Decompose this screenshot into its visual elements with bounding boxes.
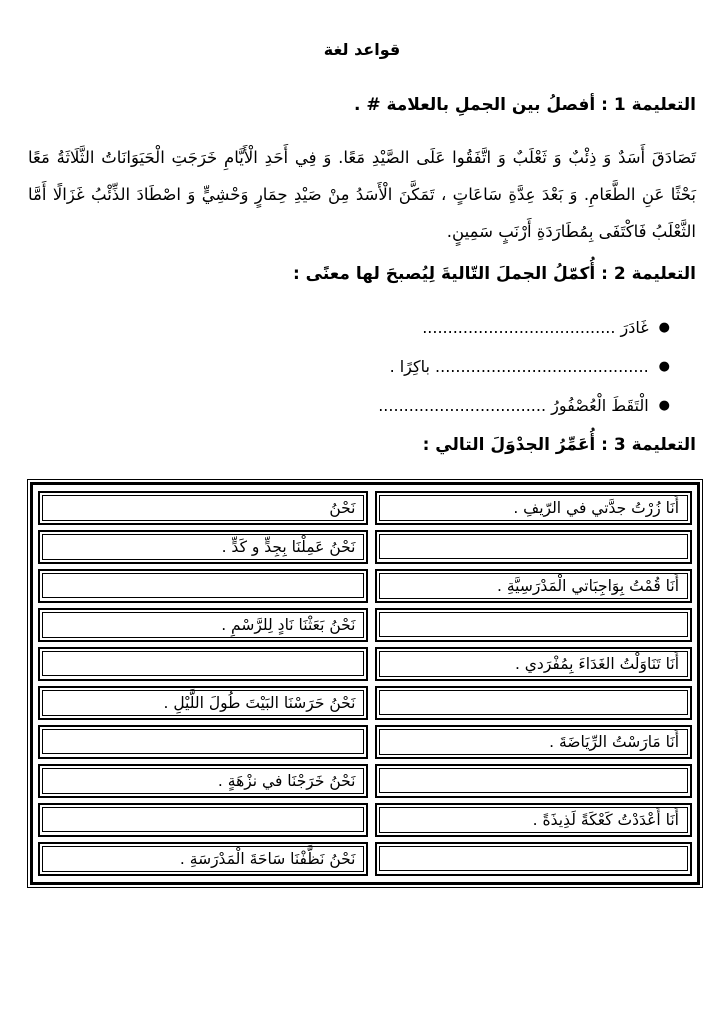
table-cell-statement — [375, 686, 692, 720]
cell-text: أَنَا تَنَاوَلْتُ الغَدَاءَ بِمُفْرَدي . — [379, 651, 688, 677]
table-cell-answer — [38, 842, 368, 876]
table-cell-answer — [38, 803, 368, 837]
cell-text: أَنَا زُرْتُ جدَّتي في الرّيفِ . — [379, 495, 688, 521]
table-cell-statement — [375, 764, 692, 798]
table-cell-statement — [375, 647, 692, 681]
cell-text — [379, 612, 688, 637]
table-cell-answer — [38, 491, 368, 525]
cell-text: أَنَا مَارَسْتُ الرِّيَاضَةَ . — [379, 729, 688, 755]
cell-text — [42, 651, 364, 676]
cell-text — [42, 807, 364, 832]
bullet-text: .......................................... باكِرًا . — [389, 357, 649, 377]
table-cell-answer — [38, 569, 368, 603]
cell-text — [379, 768, 688, 793]
bullet-text: غَادَرَ ...................................... — [422, 318, 649, 338]
cell-text: أَنَا أَعْدَدْتُ كَعْكَةً لَذِيذَةً . — [379, 807, 688, 833]
page-title: قواعد لغة — [323, 40, 401, 59]
table-cell-statement — [375, 530, 692, 564]
exercise1-paragraph: تَصَادَقَ أَسَدٌ وَ ذِئْبٌ وَ ثَعْلَبٌ وَ اتَّفَقُوا عَلَى الصَّيْدِ مَعًا. وَ فِي أَحَدِ الْأَيَّامِ خَرَجَتِ الْحَيَوَانَاتُ الثَّلَاثَةُ مَعًا بَحْثًا عَنِ الطَّعَامِ. وَ بَعْدَ عِدَّةِ سَاعَاتٍ ، تَمَكَّنَ الْأَسَدُ مِنْ صَيْدِ حِمَارٍ وَحْشِيٍّ وَ اصْطَادَ الذِّئْبُ غَزَالًا أَمَّا الثَّعْلَبُ فَاكْتَفَى بِمُطَارَدَةِ أَرْنَبٍ سَمِينٍ. — [28, 148, 696, 242]
table-cell-statement — [375, 842, 692, 876]
cell-text: أَنَا قُمْتُ بِوَاجِبَاتي الْمَدْرَسِيَّةِ . — [379, 573, 688, 599]
table-cell-statement — [375, 491, 692, 525]
table-cell-answer — [38, 608, 368, 642]
exercise3-instruction: التعليمة 3 : أُعَمِّرُ الجدْوَلَ التالي : — [422, 435, 696, 456]
fill-table-frame — [27, 479, 703, 888]
exercise1-instruction: التعليمة 1 : أفصلُ بين الجملِ بالعلامة # . — [353, 95, 696, 115]
cell-text — [42, 573, 364, 598]
table-cell-statement — [375, 803, 692, 837]
bullet-item — [28, 347, 670, 386]
cell-text: نَحْنُ بَعَثْنَا نَادٍ لِلرَّسْمِ . — [42, 612, 364, 638]
cell-text: نَحْنُ — [42, 495, 364, 521]
bullet-icon: ● — [658, 359, 670, 375]
cell-text — [379, 846, 688, 871]
exercise2-bullet-list — [28, 308, 696, 425]
cell-text — [42, 729, 364, 754]
fill-table — [38, 491, 692, 876]
table-cell-answer — [38, 686, 368, 720]
table-cell-statement — [375, 725, 692, 759]
exercise2-instruction: التعليمة 2 : أُكمّلُ الجملَ التّاليةَ لِيُصبحَ لها معنًى : — [292, 264, 696, 285]
bullet-item — [28, 308, 670, 347]
bullet-item — [28, 386, 670, 425]
cell-text: نَحْنُ خَرَجْنَا في نزْهَةٍ . — [42, 768, 364, 794]
bullet-text: الْتَقَطَ الْعُصْفُورُ ................................. — [378, 396, 649, 416]
fill-table-frame-inner — [30, 482, 700, 885]
cell-text: نَحْنُ نَظَّفْنَا سَاحَةَ الْمَدْرَسَةِ . — [42, 846, 364, 872]
cell-text — [379, 690, 688, 715]
cell-text — [379, 534, 688, 559]
table-cell-statement — [375, 569, 692, 603]
bullet-icon: ● — [658, 398, 670, 414]
table-cell-answer — [38, 725, 368, 759]
table-cell-answer — [38, 530, 368, 564]
cell-text: نَحْنُ حَرَسْنَا البَيْتَ طُولَ اللَّيْلِ . — [42, 690, 364, 716]
table-cell-statement — [375, 608, 692, 642]
cell-text: نَحْنُ عَمِلْنَا بِجِدٍّ و كَدٍّ . — [42, 534, 364, 560]
bullet-icon: ● — [658, 320, 670, 336]
table-cell-answer — [38, 764, 368, 798]
table-cell-answer — [38, 647, 368, 681]
